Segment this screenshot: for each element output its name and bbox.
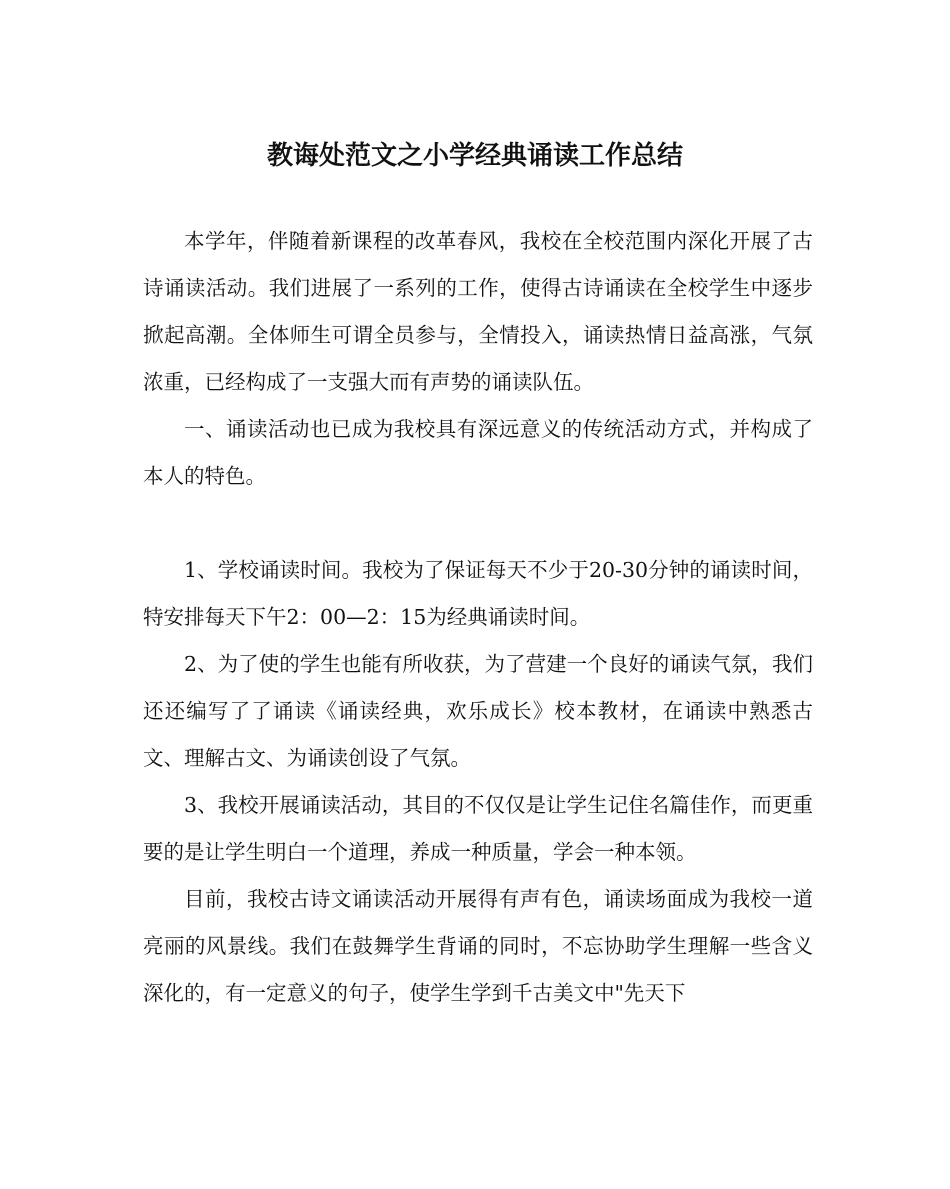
paragraph-item-1: 1、学校诵读时间。我校为了保证每天不少于20-30分钟的诵读时间，特安排每天下午2：00—2：15为经典诵读时间。 — [143, 558, 813, 629]
paragraph-item-2: 2、为了使的学生也能有所收获，为了营建一个良好的诵读气氛，我们还还编写了了诵读《诵读经典，欢乐成长》校本教材，在诵读中熟悉古文、理解古文、为诵读创设了气氛。 — [143, 652, 813, 770]
paragraph-spacer — [143, 500, 813, 547]
document-title: 教诲处范文之小学经典诵读工作总结 — [266, 141, 683, 171]
paragraph-current-status: 目前，我校古诗文诵读活动开展得有声有色，诵读场面成为我校一道亮丽的风景线。我们在鼓舞学生背诵的同时，不忘协助学生理解一些含义深化的，有一定意义的句子，使学生学到千古美文中"先天下 — [143, 887, 813, 1005]
paragraph-item-3: 3、我校开展诵读活动，其目的不仅仅是让学生记住名篇佳作，而更重要的是让学生明白一个道理，养成一种质量，学会一种本领。 — [143, 793, 813, 864]
paragraph-section-one: 一、诵读活动也已成为我校具有深远意义的传统活动方式，并构成了本人的特色。 — [143, 417, 813, 488]
document-body — [143, 218, 813, 1017]
paragraph-intro: 本学年，伴随着新课程的改革春风，我校在全校范围内深化开展了古诗诵读活动。我们进展了一系列的工作，使得古诗诵读在全校学生中逐步掀起高潮。全体师生可谓全员参与，全情投入，诵读热情日益高涨，气氛浓重，已经构成了一支强大而有声势的诵读队伍。 — [143, 229, 813, 394]
